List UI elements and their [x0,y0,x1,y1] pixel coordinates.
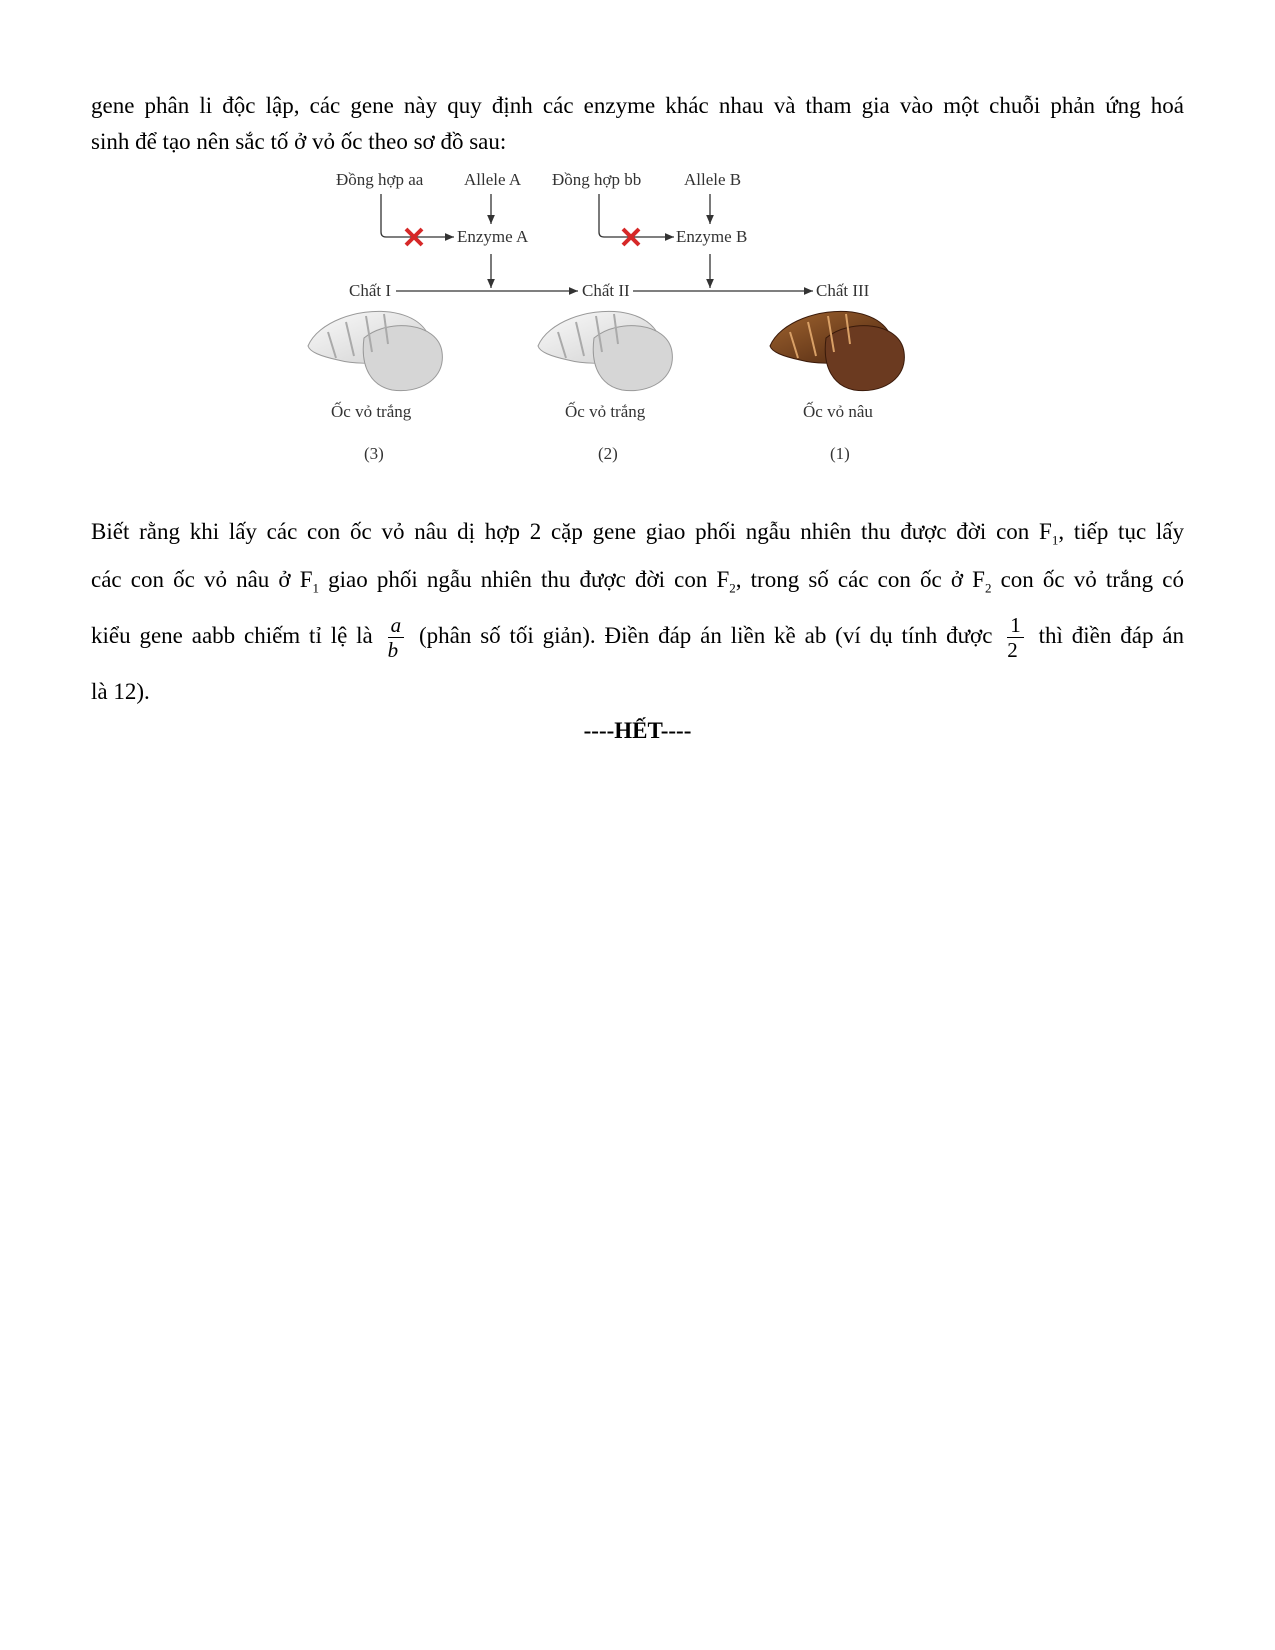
fraction-1-2: $\frac{1}{2}$ [1007,613,1024,662]
pigment-pathway-diagram [300,168,970,498]
label-allele-a: Allele A [464,170,522,189]
question-line-2: các con ốc vỏ nâu ở $F_1$ giao phối ngẫu nhiên thu được đời con $F_2$, trong số các con ốc ở $F_2$ con ốc vỏ trắng có [91,567,1184,596]
intro-line-2: sinh để tạo nên sắc tố ở vỏ ốc theo sơ đồ sau: [91,129,507,154]
label-allele-b: Allele B [684,170,742,189]
number-1: (1) [830,444,850,463]
question-line-3: kiểu gene aabb chiếm tỉ lệ là $\frac{a}{b}$ (phân số tối giản). Điền đáp án liền kề ab (ví dụ tính được $\frac{1}{2}$ thì điền đáp án [91,613,1185,663]
white-snail-icon [538,311,672,390]
label-homozygous-bb: Đồng hợp bb [552,170,642,189]
brown-snail-icon [770,311,904,390]
aa-blocked-line [381,194,454,237]
label-snail-2: Ốc vỏ trắng [565,402,646,421]
white-snail-icon [308,311,442,390]
intro-paragraph [91,88,1184,160]
label-snail-1: Ốc vỏ nâu [803,402,873,421]
label-snail-3: Ốc vỏ trắng [331,402,412,421]
number-3: (3) [364,444,384,463]
question-line-4: là 12). [91,679,150,704]
end-marker: ----HẾT---- [583,718,692,743]
label-chat-2: Chất II [582,281,630,300]
fraction-a-b: $\frac{a}{b}$ [388,613,405,662]
question-line-1: Biết rằng khi lấy các con ốc vỏ nâu dị hợp 2 cặp gene giao phối ngẫu nhiên thu được đời con $F_1$, tiếp tục lấy [91,519,1185,548]
label-homozygous-aa: Đồng hợp aa [336,170,424,189]
label-chat-3: Chất III [816,281,870,300]
question-paragraph [91,508,1184,716]
label-enzyme-b: Enzyme B [676,227,748,246]
number-2: (2) [598,444,618,463]
label-enzyme-a: Enzyme A [457,227,529,246]
intro-line-1: gene phân li độc lập, các gene này quy định các enzyme khác nhau và tham gia vào một chuỗi phản ứng hoá [91,93,1184,118]
label-chat-1: Chất I [349,281,392,300]
